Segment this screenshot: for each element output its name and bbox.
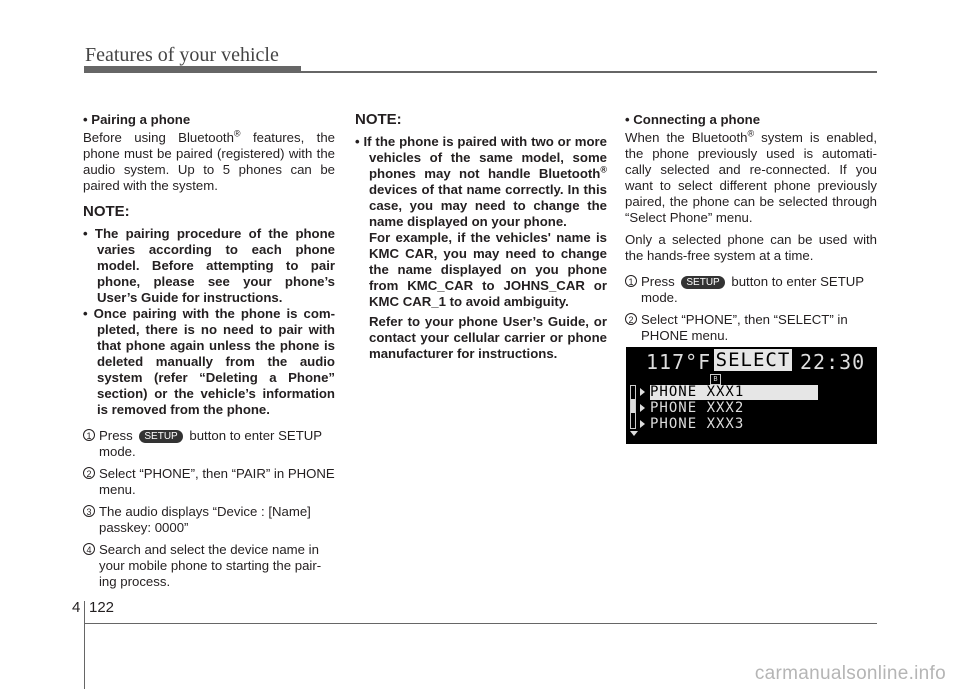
bluetooth-icon: B xyxy=(710,374,721,385)
connecting-heading-text: Connecting a phone xyxy=(633,112,761,127)
note-multi-vehicle: • If the phone is paired with two or more vehicles of the same model, some phones may not handle Bluetooth® devices of that name correctly. In this case, you may need to change the name displayed on your phone. xyxy=(355,134,607,229)
connecting-body-c: Only a selected phone can be used with the hands-free system at a time. xyxy=(625,232,877,263)
step-number: 2 xyxy=(83,467,95,479)
note-item-1: • The pairing procedure of the phone varies according to each phone model. Before attempting to pair phone, please see your phone’s User’s Guide for instructions. xyxy=(83,226,336,305)
select-step-1 xyxy=(625,274,877,306)
step-number: 3 xyxy=(83,505,95,517)
item-arrow-icon xyxy=(640,388,645,396)
display-mode-label: SELECT xyxy=(715,349,791,371)
header-rule-thick xyxy=(84,66,301,73)
phone-list-item-2: PHONE XXX2 xyxy=(650,400,745,416)
connecting-body-b: system is enabled, the phone previously used is automati-cally selected and re-connected. If you want to select different phone previously paired, the phone can be selected through “Select Phone” menu. xyxy=(625,130,877,225)
setup-button-icon: SETUP xyxy=(139,430,182,443)
pair-step-4 xyxy=(83,542,335,590)
step-text: Select “PHONE”, then “PAIR” in PHONE menu. xyxy=(99,466,335,497)
footer-divider xyxy=(84,601,85,689)
display-clock: 22:30 xyxy=(800,350,866,374)
step-text: button to enter SETUP mode. xyxy=(99,428,322,459)
item-arrow-icon xyxy=(640,420,645,428)
step-text: The audio displays “Device : [Name] passkey: 0000” xyxy=(99,504,311,535)
page-number: 122 xyxy=(89,599,115,616)
page-header-title: Features of your vehicle xyxy=(85,44,279,66)
pairing-body-a: Before using Bluetooth xyxy=(83,130,234,145)
step-number: 4 xyxy=(83,543,95,555)
pair-step-2 xyxy=(83,466,335,498)
connecting-body xyxy=(625,130,877,226)
step-text: button to enter SETUP mode. xyxy=(641,274,864,305)
select-step-2 xyxy=(625,312,877,344)
registered-mark: ® xyxy=(747,128,755,139)
connecting-heading: • Connecting a phone xyxy=(625,112,761,127)
note-text-a: If the phone is paired with two or more vehicles of the same model, some phones may not handle Bluetooth xyxy=(363,134,607,181)
step-number: 1 xyxy=(625,275,637,287)
note-item-2-text: Once pairing with the phone is com-pleted, there is no need to pair with that phone again unless the phone is deleted manually from the audio system (refer “Deleting a Phone” section) or the vehicle’s information is removed from the phone. xyxy=(93,306,336,417)
pairing-body xyxy=(83,130,335,194)
pair-step-3 xyxy=(83,504,335,536)
step-text: Search and select the device name in your mobile phone to starting the pair-ing process. xyxy=(99,542,322,589)
note-text-b: devices of that name correctly. In this case, you may need to change the name displayed on your phone. xyxy=(369,182,607,229)
item-arrow-icon xyxy=(640,404,645,412)
note-heading-1: NOTE: xyxy=(83,203,130,220)
column-connecting xyxy=(625,112,877,350)
pairing-heading-text: Pairing a phone xyxy=(91,112,191,127)
column-note xyxy=(355,112,607,368)
registered-mark: ® xyxy=(233,128,241,139)
pairing-heading: • Pairing a phone xyxy=(83,112,191,127)
registered-mark: ® xyxy=(600,164,607,175)
pairing-body-b: features, the phone must be paired (registered) with the audio system. Up to 5 phones can be paired with the system. xyxy=(83,130,335,193)
phone-list-item-3: PHONE XXX3 xyxy=(650,416,745,432)
scrollbar-thumb-icon xyxy=(631,399,635,413)
note-refer: Refer to your phone User’s Guide, or contact your cellular carrier or phone manufacturer for instructions. xyxy=(369,314,607,361)
chapter-number: 4 xyxy=(72,599,81,616)
connecting-body-a: When the Bluetooth xyxy=(625,130,748,145)
audio-display-screen xyxy=(626,347,877,444)
pair-step-1 xyxy=(83,428,335,460)
header-rule-thin xyxy=(301,71,877,73)
footer-rule xyxy=(84,623,877,624)
note-heading-2: NOTE: xyxy=(355,111,402,128)
step-text: Press xyxy=(99,428,137,443)
display-temperature: 117°F xyxy=(646,350,712,374)
note-item-1-text: The pairing procedure of the phone varies according to each phone model. Before attempting to pair phone, please see your phone’s User’s Guide for instructions. xyxy=(94,226,336,305)
setup-button-icon: SETUP xyxy=(681,276,724,289)
phone-list-item-1: PHONE XXX1 xyxy=(650,385,818,400)
scroll-down-arrow-icon xyxy=(630,431,638,436)
watermark: carmanualsonline.info xyxy=(754,663,946,684)
step-number: 2 xyxy=(625,313,637,325)
step-text: Select “PHONE”, then “SELECT” in PHONE menu. xyxy=(641,312,848,343)
step-text: Press xyxy=(641,274,679,289)
note-item-2: • Once pairing with the phone is com-pleted, there is no need to pair with that phone again unless the phone is deleted manually from the audio system (refer “Deleting a Phone” section) or the vehicle’s information is removed from the phone. xyxy=(83,306,336,417)
column-pairing xyxy=(83,112,335,596)
step-number: 1 xyxy=(83,429,95,441)
note-example: For example, if the vehicles' name is KMC CAR, you may need to change the name displayed on you phone from KMC_CAR to JOHNS_CAR or KMC CAR_1 to avoid ambiguity. xyxy=(369,230,607,309)
